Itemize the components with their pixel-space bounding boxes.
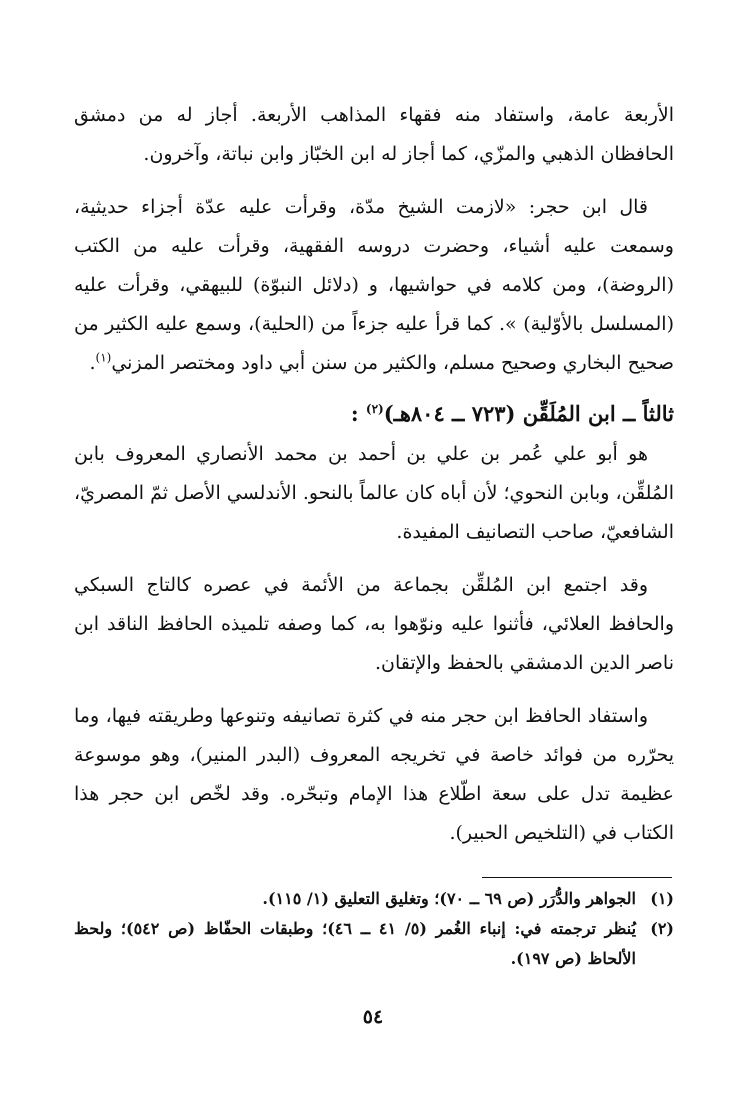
paragraph-gap xyxy=(74,174,674,188)
main-text xyxy=(74,96,674,853)
paragraph-1: الأربعة عامة، واستفاد منه فقهاء المذاهب الأربعة. أجاز له من دمشق الحافظان الذهبي والمزّي، كما أجاز له ابن الخبّاز وابن نباتة، وآخرون. xyxy=(74,104,674,165)
paragraph-5: واستفاد الحافظ ابن حجر منه في كثرة تصانيفه وتنوعها وطريقته فيها، وما يحرّره من فوائد خاصة في تخريجه المعروف (البدر المنير)، وهو موسوعة عظيمة تدل على سعة اطّلاع هذا الإمام وتبحّره. وقد لخّص ابن حجر هذا الكتاب في (التلخيص الحبير). xyxy=(74,705,674,844)
footnote-2 xyxy=(74,914,674,974)
section-heading-text: ثالثاً ــ ابن المُلَقِّن (٧٢٣ ــ ٨٠٤هـ) xyxy=(383,401,674,426)
paragraph-gap xyxy=(74,683,674,697)
paragraph-2-text: قال ابن حجر: «لازمت الشيخ مدّة، وقرأت عليه عدّة أجزاء حديثية، وسمعت عليه أشياء، وحضرت دروسه الفقهية، وقرأت عليه من الكتب (الروضة)، ومن كلامه في حواشيها، و (دلائل النبوّة) للبيهقي، وقرأت عليه (المسلسل بالأوّلية) ». كما قرأ عليه جزءاً من (الحلية)، وسمع عليه الكثير من صحيح البخاري وصحيح مسلم، والكثير من سنن أبي داود ومختصر المزني xyxy=(74,196,674,374)
footnote-text: يُنظر ترجمته في: إنباء الغُمر (٥/ ٤١ ــ ٤٦)؛ وطبقات الحفّاظ (ص ٥٤٢)؛ ولحظ الألحاظ (ص ١٩٧). xyxy=(74,919,637,968)
footnote-ref-2[interactable]: (٢) xyxy=(365,402,384,416)
paragraph-2 xyxy=(74,188,674,383)
page-number: ٥٤ xyxy=(362,1006,384,1028)
footnote-number: (١) xyxy=(650,889,674,908)
paragraph-gap xyxy=(74,552,674,566)
paragraph-4: وقد اجتمع ابن المُلقِّن بجماعة من الأئمة في عصره كالتاج السبكي والحافظ العلائي، فأثنوا عليه ونوّهوا به، كما وصفه تلميذه الحافظ الناقد ابن ناصر الدين الدمشقي بالحفظ والإتقان. xyxy=(74,574,674,674)
footnotes xyxy=(74,884,674,974)
paragraph-2-end: . xyxy=(89,352,96,374)
section-heading xyxy=(74,393,674,435)
footnote-1 xyxy=(74,884,674,914)
paragraph-3: هو أبو علي عُمر بن علي بن أحمد بن محمد الأنصاري المعروف بابن المُلقِّن، وبابن النحوي؛ لأن أباه كان عالماً بالنحو. الأندلسي الأصل ثمّ المصريّ، الشافعيّ، صاحب التصانيف المفيدة. xyxy=(74,443,674,543)
footnote-text: الجواهر والدُّرَر (ص ٦٩ ــ ٧٠)؛ وتغليق التعليق (١/ ١١٥). xyxy=(262,889,636,908)
footnote-divider xyxy=(482,877,672,878)
section-heading-end: : xyxy=(350,401,359,426)
footnote-number: (٢) xyxy=(650,919,674,938)
footnote-ref-1[interactable]: (١) xyxy=(95,350,112,365)
